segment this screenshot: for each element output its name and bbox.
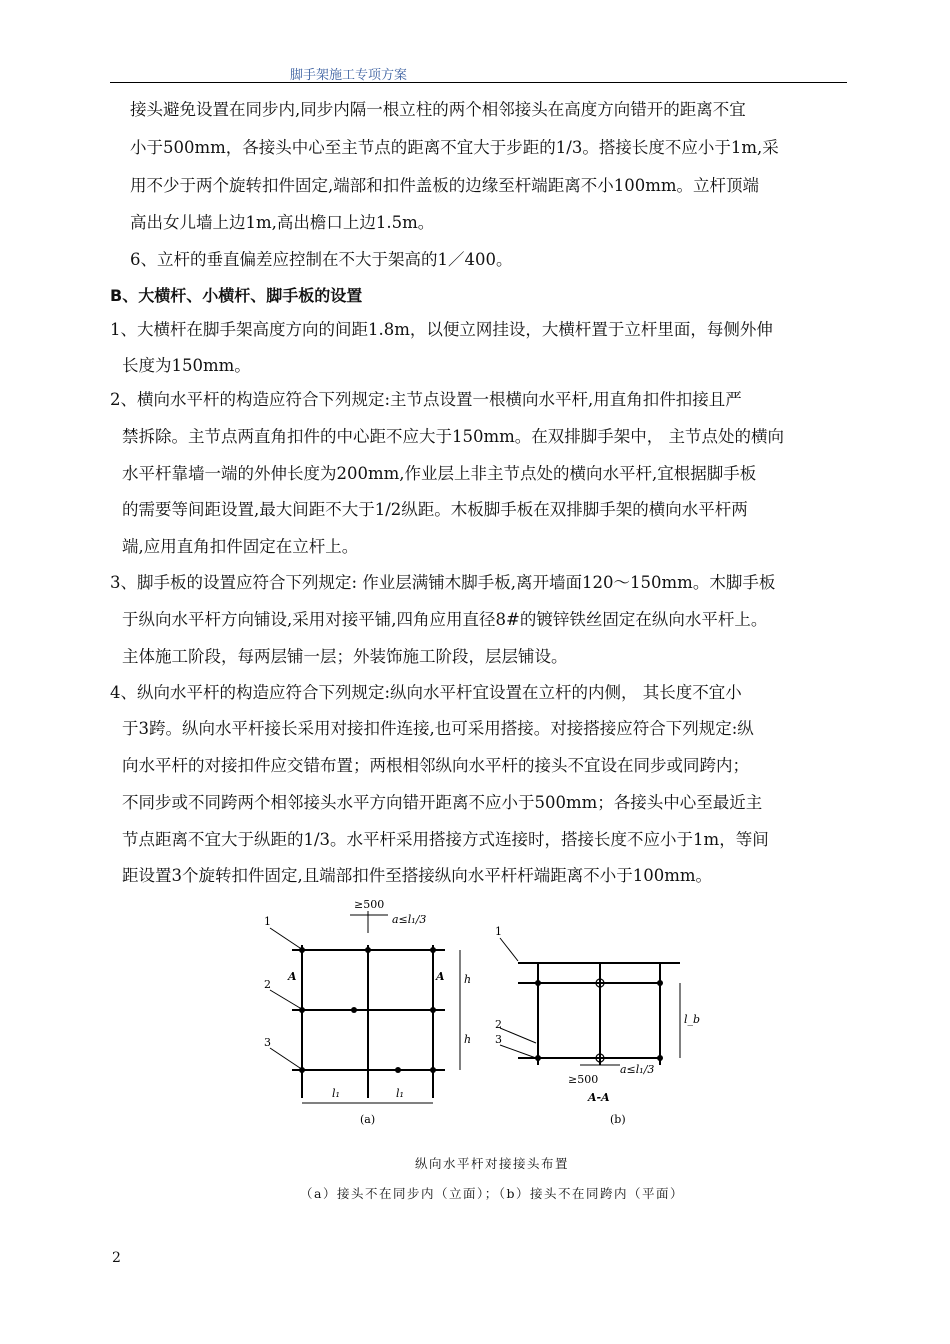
label-1-b: 1 bbox=[495, 925, 502, 938]
text-line: 的需要等间距设置,最大间距不大于1/2纵距。木板脚手板在双排脚手架的横向水平杆两 bbox=[122, 500, 748, 519]
text-line: 于纵向水平杆方向铺设,采用对接平铺,四角应用直径8#的镀锌铁丝固定在纵向水平杆上。 bbox=[122, 610, 768, 629]
label-2-a: 2 bbox=[264, 978, 271, 991]
dim-500-a: ≥500 bbox=[354, 898, 385, 911]
page-number: 2 bbox=[112, 1250, 121, 1266]
section-heading: B、大横杆、小横杆、脚手板的设置 bbox=[110, 286, 363, 305]
page-header-title: 脚手架施工专项方案 bbox=[290, 68, 408, 83]
text-line: 禁拆除。主节点两直角扣件的中心距不应大于150mm。在双排脚手架中， 主节点处的横向 bbox=[122, 427, 785, 446]
text-line: 端,应用直角扣件固定在立杆上。 bbox=[122, 537, 359, 556]
text-line: 1、大横杆在脚手架高度方向的间距1.8m，以便立网挂设，大横杆置于立杆里面，每侧外伸 bbox=[110, 320, 773, 339]
text-line: 3、脚手板的设置应符合下列规定: 作业层满铺木脚手板,离开墙面120～150mm。木脚手板 bbox=[110, 573, 776, 592]
label-A-left: A bbox=[288, 970, 297, 983]
label-2-b: 2 bbox=[495, 1018, 502, 1031]
dim-a-a: a≤l₁/3 bbox=[392, 913, 427, 926]
label-1-a: 1 bbox=[264, 915, 271, 928]
label-A-right: A bbox=[436, 970, 445, 983]
joint-layout-figure bbox=[250, 893, 710, 1138]
text-line: 小于500mm，各接头中心至主节点的距离不宜大于步距的1/3。搭接长度不应小于1m,采 bbox=[130, 138, 779, 157]
text-line: 2、横向水平杆的构造应符合下列规定:主节点设置一根横向水平杆,用直角扣件扣接且严 bbox=[110, 390, 742, 409]
figure-caption-title: 纵向水平杆对接接头布置 bbox=[415, 1156, 570, 1171]
text-line: 不同步或不同跨两个相邻接头水平方向错开距离不应小于500mm；各接头中心至最近主 bbox=[122, 793, 763, 812]
dim-a-b: a≤l₁/3 bbox=[620, 1063, 655, 1076]
dim-h2: h bbox=[464, 1033, 472, 1046]
text-line: 6、立杆的垂直偏差应控制在不大于架高的1／400。 bbox=[130, 250, 513, 269]
text-line: 高出女儿墙上边1m,高出檐口上边1.5m。 bbox=[130, 213, 435, 232]
dim-l1: l₁ bbox=[332, 1087, 340, 1100]
label-3-a: 3 bbox=[264, 1036, 271, 1049]
text-line: 向水平杆的对接扣件应交错布置；两根相邻纵向水平杆的接头不宜设在同步或同跨内； bbox=[122, 756, 749, 775]
section-AA: A-A bbox=[588, 1091, 610, 1104]
text-line: 长度为150mm。 bbox=[122, 356, 251, 375]
dim-h1: h bbox=[464, 973, 472, 986]
sublabel-b: (b) bbox=[610, 1113, 626, 1126]
dim-l2: l₁ bbox=[396, 1087, 404, 1100]
text-line: 用不少于两个旋转扣件固定,端部和扣件盖板的边缘至杆端距离不小100mm。立杆顶端 bbox=[130, 176, 760, 195]
dim-500-b: ≥500 bbox=[568, 1073, 599, 1086]
text-line: 接头避免设置在同步内,同步内隔一根立柱的两个相邻接头在高度方向错开的距离不宜 bbox=[130, 100, 746, 119]
text-line: 节点距离不宜大于纵距的1/3。水平杆采用搭接方式连接时，搭接长度不应小于1m，等间 bbox=[122, 830, 769, 849]
text-line: 水平杆靠墙一端的外伸长度为200mm,作业层上非主节点处的横向水平杆,宜根据脚手板 bbox=[122, 464, 757, 483]
text-line: 于3跨。纵向水平杆接长采用对接扣件连接,也可采用搭接。对接搭接应符合下列规定:纵 bbox=[122, 719, 754, 738]
dim-lb: l_b bbox=[684, 1013, 701, 1026]
header-rule bbox=[110, 82, 847, 83]
figure-caption-subtitle: （a）接头不在同步内（立面）；（b）接头不在同跨内（平面） bbox=[300, 1186, 684, 1201]
text-line: 距设置3个旋转扣件固定,且端部扣件至搭接纵向水平杆杆端距离不小于100mm。 bbox=[122, 866, 713, 885]
text-line: 4、纵向水平杆的构造应符合下列规定:纵向水平杆宜设置在立杆的内侧， 其长度不宜小 bbox=[110, 683, 742, 702]
label-3-b: 3 bbox=[495, 1033, 502, 1046]
text-line: 主体施工阶段，每两层铺一层；外装饰施工阶段，层层铺设。 bbox=[122, 647, 568, 666]
sublabel-a: (a) bbox=[360, 1113, 376, 1126]
